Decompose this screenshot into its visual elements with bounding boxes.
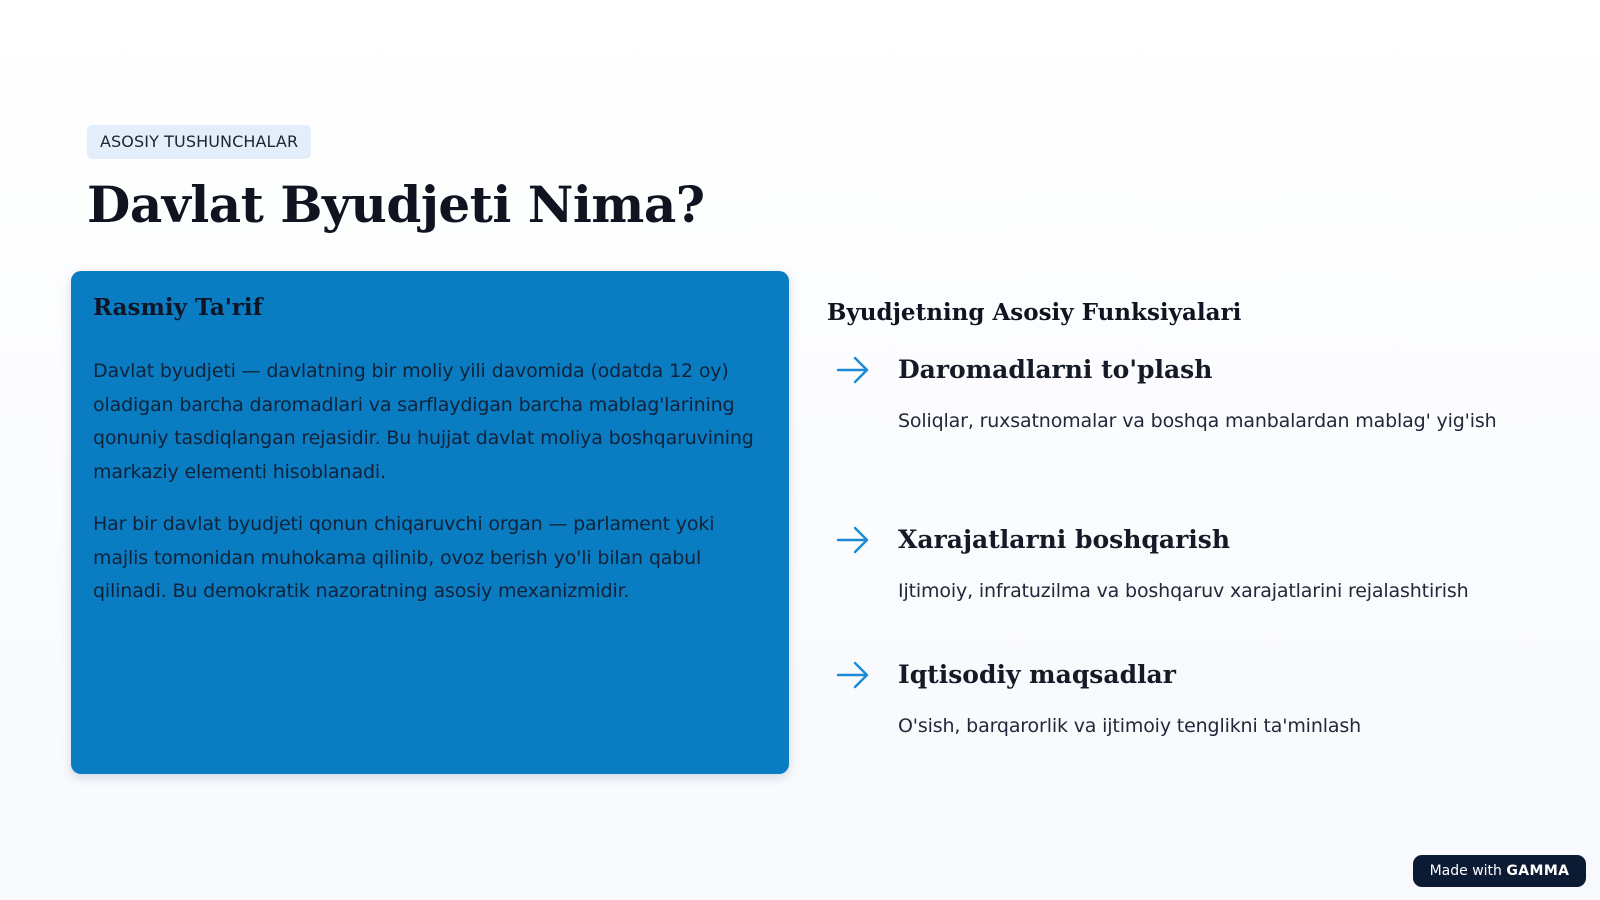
function-description: Soliqlar, ruxsatnomalar va boshqa manbalardan mablag' yig'ish [898, 410, 1497, 432]
function-description: O'sish, barqarorlik va ijtimoiy tenglikni ta'minlash [898, 715, 1361, 737]
page-title: Davlat Byudjeti Nima? [87, 175, 705, 234]
arrow-right-icon [835, 657, 871, 693]
definition-card [71, 271, 789, 774]
function-title: Iqtisodiy maqsadlar [898, 660, 1176, 689]
function-title: Xarajatlarni boshqarish [898, 525, 1231, 554]
definition-paragraph-2: Har bir davlat byudjeti qonun chiqaruvchi organ — parlament yoki majlis tomonidan muhokama qilinib, ovoz berish yo'li bilan qabul qilinadi. Bu demokratik nazoratning asosiy mexanizmidir. [93, 513, 715, 602]
badge-prefix: Made with [1429, 863, 1502, 879]
arrow-right-icon [835, 352, 871, 388]
definition-card-title: Rasmiy Ta'rif [93, 294, 263, 321]
function-description: Ijtimoiy, infratuzilma va boshqaruv xarajatlarini rejalashtirish [898, 580, 1469, 602]
gamma-logo: GAMMA [1506, 863, 1570, 879]
arrow-right-icon [835, 522, 871, 558]
section-tag: ASOSIY TUSHUNCHALAR [87, 125, 311, 159]
definition-paragraph-1: Davlat byudjeti — davlatning bir moliy yili davomida (odatda 12 oy) oladigan barcha daromadlari va sarflaydigan barcha mablag'larining qonuniy tasdiqlangan rejasidir. Bu hujjat davlat moliya boshqaruvining markaziy elementi hisoblanadi. [93, 360, 754, 483]
made-with-gamma-badge[interactable] [1413, 855, 1586, 887]
function-title: Daromadlarni to'plash [898, 355, 1213, 384]
functions-title: Byudjetning Asosiy Funksiyalari [827, 299, 1242, 326]
